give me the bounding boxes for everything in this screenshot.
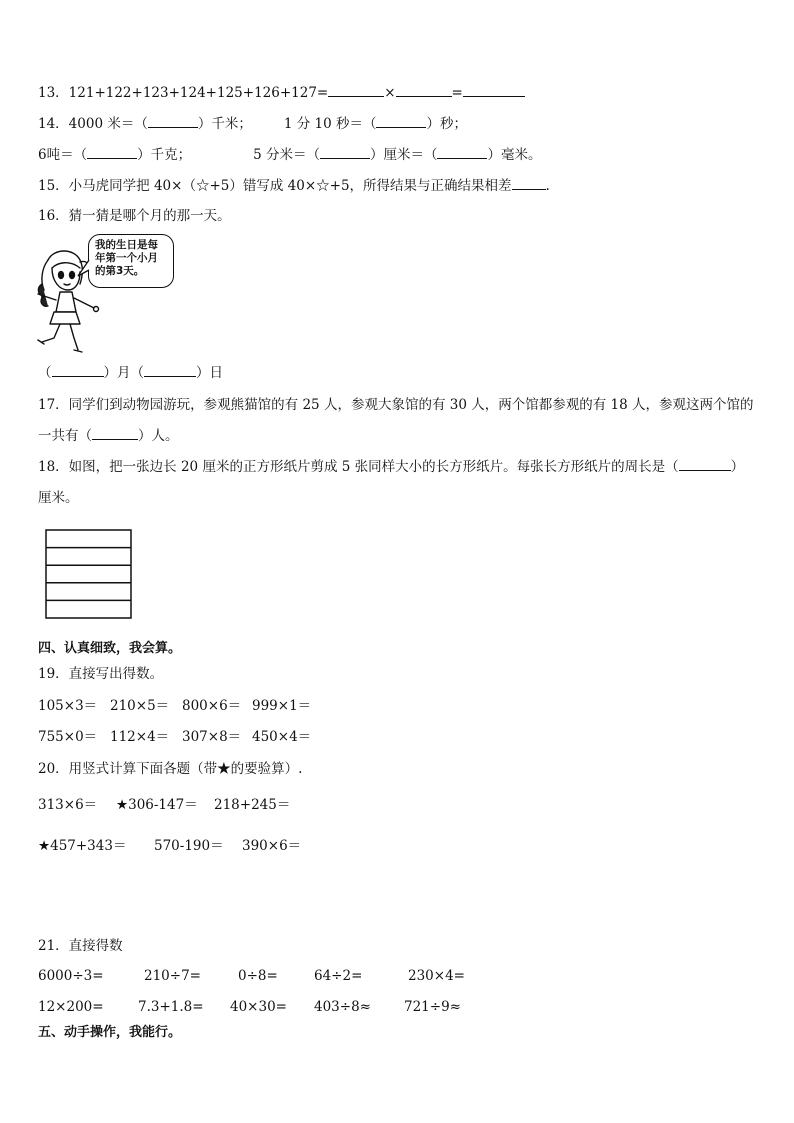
section-4-heading <box>38 640 181 658</box>
question-13 <box>38 84 525 102</box>
q17-blank[interactable] <box>92 427 138 440</box>
q19-item: 999×1＝ <box>252 698 312 714</box>
q14-text-h: ）厘米＝（ <box>369 147 438 163</box>
q20-item: 313×6＝ <box>38 797 98 813</box>
q14-text-d: ）秒； <box>426 116 467 132</box>
q20-item: ★457+343＝ <box>38 838 127 854</box>
q17-text-b: ）人。 <box>138 428 179 444</box>
q20-row-2 <box>38 837 301 855</box>
q21-item: 403÷8≈ <box>314 999 371 1015</box>
q13-blank-2[interactable] <box>396 84 452 97</box>
q14-text-f: ）千克； <box>137 147 192 163</box>
q21-item: 210÷7= <box>144 968 201 984</box>
q20-item: ★306-147＝ <box>116 797 198 813</box>
q13-blank-3[interactable] <box>463 84 525 97</box>
q14-text-g: 5 分米＝（ <box>253 147 320 163</box>
q16-blank-day[interactable] <box>144 364 196 377</box>
q19-item: 755×0＝ <box>38 729 98 745</box>
q20-item: 218+245＝ <box>214 797 291 813</box>
q14-blank-kg[interactable] <box>87 146 137 159</box>
times-sign: × <box>384 85 396 101</box>
section-4-title: 四、认真细致，我会算。 <box>38 641 182 656</box>
question-14-line-1 <box>38 115 467 133</box>
q15-end: . <box>545 178 550 194</box>
q21-title: 21．直接得数 <box>38 938 123 954</box>
q13-blank-1[interactable] <box>328 84 384 97</box>
q21-item: 0÷8= <box>238 968 278 984</box>
q21-item: 7.3+1.8= <box>138 999 204 1015</box>
question-15 <box>38 177 550 195</box>
question-19-title <box>38 665 163 683</box>
q16-text: 16．猜一猜是哪个月的那一天。 <box>38 208 231 224</box>
q16-ans-a: （ <box>38 365 52 381</box>
q16-blank-month[interactable] <box>52 364 104 377</box>
q16-ans-c: ）日 <box>196 365 223 381</box>
bubble-text: 我的生日是每年第一个小月的第3天。 <box>95 239 158 277</box>
question-18-line-1 <box>38 458 744 476</box>
question-16 <box>38 207 231 225</box>
q14-text-a: 14．4000 米＝（ <box>38 116 148 132</box>
q14-text-c: 1 分 10 秒＝（ <box>283 116 377 132</box>
q21-item: 721÷9≈ <box>404 999 461 1015</box>
q21-item: 230×4= <box>408 968 465 984</box>
q20-item: 570-190＝ <box>154 838 224 854</box>
q21-item: 64÷2= <box>314 968 363 984</box>
q13-text: 13．121+122+123+124+125+126+127= <box>38 85 329 101</box>
q21-row-2 <box>38 998 461 1016</box>
q14-text-i: ）毫米。 <box>487 147 542 163</box>
q21-item: 40×30= <box>230 999 287 1015</box>
bubble-tail <box>76 258 92 282</box>
q18-blank[interactable] <box>679 458 731 471</box>
q17-text-a: 一共有（ <box>38 428 92 444</box>
q19-item: 112×4＝ <box>110 729 170 745</box>
q19-row-2 <box>38 728 311 746</box>
q15-blank[interactable] <box>512 177 546 190</box>
speech-bubble <box>88 234 174 288</box>
q14-text-e: 6吨＝（ <box>38 147 88 163</box>
q16-ans-b: ）月（ <box>103 365 144 381</box>
q21-row-1 <box>38 967 465 985</box>
question-20-title <box>38 760 302 778</box>
equals-sign: = <box>451 85 463 101</box>
q18-text-a: 18．如图，把一张边长 20 厘米的正方形纸片剪成 5 张同样大小的长方形纸片。每张长方形纸片的周长是（ <box>38 459 679 475</box>
q14-blank-sec[interactable] <box>376 115 426 128</box>
q21-item: 6000÷3= <box>38 968 104 984</box>
q19-item: 105×3＝ <box>38 698 98 714</box>
question-14-line-2 <box>38 146 541 164</box>
question-17-line-1 <box>38 396 753 414</box>
q19-item: 800×6＝ <box>182 698 242 714</box>
square-paper-figure <box>44 528 134 620</box>
q19-item: 210×5＝ <box>110 698 170 714</box>
q14-blank-cm[interactable] <box>320 146 370 159</box>
q19-row-1 <box>38 697 311 715</box>
q14-text-b: ）千米； <box>197 116 252 132</box>
q14-blank-km[interactable] <box>148 115 198 128</box>
q16-answer <box>38 364 223 382</box>
question-18-line-2 <box>38 489 79 507</box>
q19-item: 450×4＝ <box>252 729 312 745</box>
q18-text-c: 厘米。 <box>38 490 79 506</box>
section-5-heading <box>38 1024 181 1042</box>
q15-text: 15．小马虎同学把 40×（☆+5）错写成 40×☆+5，所得结果与正确结果相差 <box>38 178 512 194</box>
square-outline <box>46 530 131 618</box>
question-21-title <box>38 937 123 955</box>
q14-blank-mm[interactable] <box>437 146 487 159</box>
q18-text-b: ） <box>730 459 745 475</box>
q19-title: 19．直接写出得数。 <box>38 666 164 682</box>
q20-row-1 <box>38 796 290 814</box>
section-5-title: 五、动手操作，我能行。 <box>38 1025 182 1040</box>
q19-item: 307×8＝ <box>182 729 242 745</box>
q21-item: 12×200= <box>38 999 104 1015</box>
q17-text: 17．同学们到动物园游玩，参观熊猫馆的有 25 人，参观大象馆的有 30 人，两个馆都参观的有 18 人，参观这两个馆的 <box>38 397 754 413</box>
q20-item: 390×6＝ <box>242 838 302 854</box>
question-17-line-2 <box>38 427 179 445</box>
q20-title: 20．用竖式计算下面各题（带★的要验算）. <box>38 761 303 777</box>
